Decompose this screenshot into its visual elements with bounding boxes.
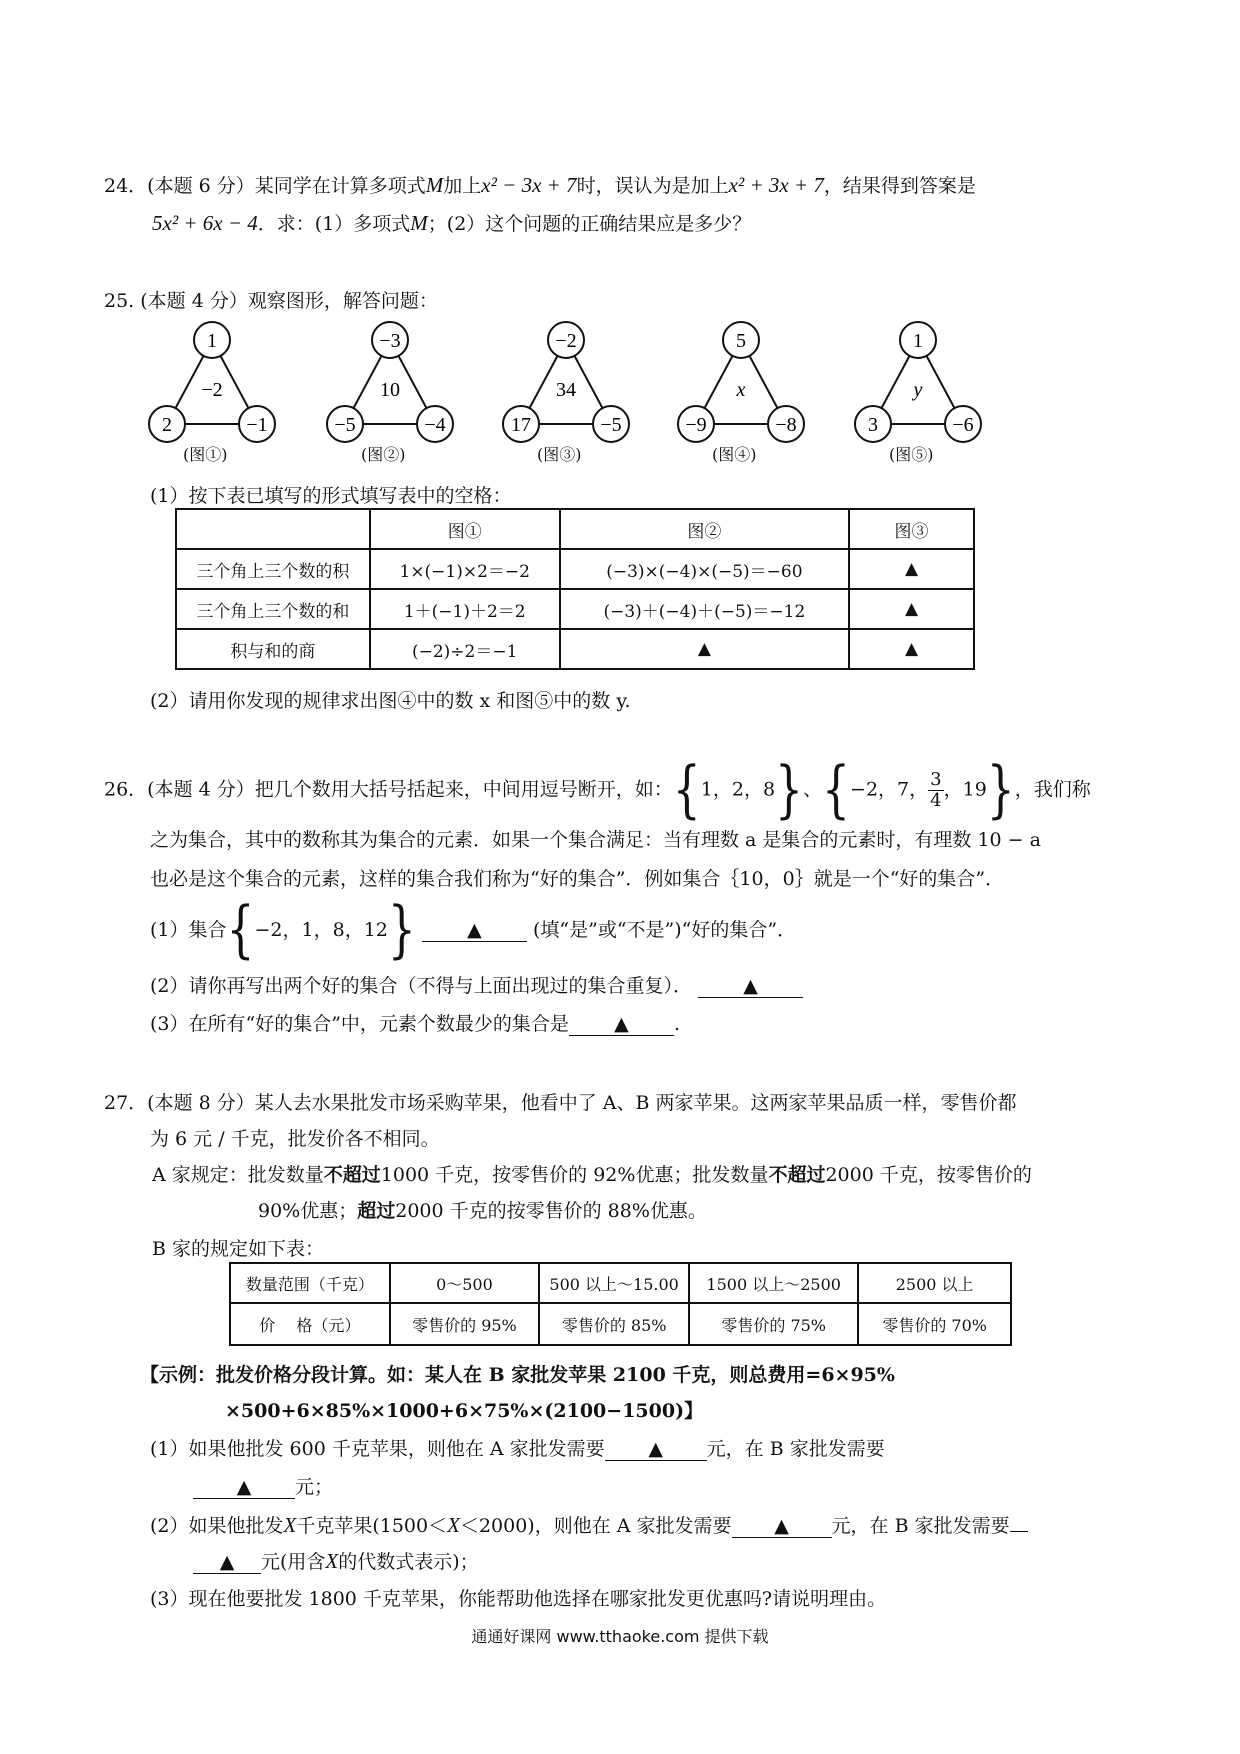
table-cell: 1×(−1)×2＝−2 (370, 549, 560, 589)
q26-text: (填“是”或“不是”)“好的集合”． (532, 919, 797, 941)
right-brace: } (986, 754, 1015, 826)
q26-text: (2）请你再写出两个好的集合（不得与上面出现过的集合重复）． (150, 975, 693, 997)
right-number: −5 (600, 414, 622, 436)
figure-caption: (图②) (361, 445, 406, 464)
triangle-svg (499, 318, 639, 448)
q27-part3: (3）现在他要批发 1800 千克苹果，你能帮助他选择在哪家批发更优惠吗?请说明理由。 (150, 1588, 887, 1610)
right-brace: } (387, 894, 416, 966)
q26-sub2 (150, 973, 803, 999)
q27-text: (1）如果他批发 600 千克苹果，则他在 A 家批发需要 (150, 1438, 605, 1460)
emphasis: 不超过 (323, 1164, 381, 1186)
q26-text: (3）在所有“好的集合”中，元素个数最少的集合是 (150, 1013, 569, 1035)
q27-text: 2000 千克，按零售价的 (825, 1164, 1032, 1186)
table-cell: ▲ (560, 629, 849, 669)
triangle-svg (851, 318, 991, 448)
variable-x: X (447, 1513, 460, 1537)
left-number: −9 (685, 414, 707, 436)
center-number: x (736, 379, 746, 401)
q27-example-1: 【示例：批发价格分段计算。如：某人在 B 家批发苹果 2100 千克，则总费用=6×95% (140, 1364, 895, 1386)
top-number: −3 (379, 330, 401, 352)
q27-table (229, 1262, 1012, 1346)
set-1: 1，2，8 (700, 778, 776, 801)
q25-title: 25. (本题 4 分）观察图形，解答问题： (104, 290, 438, 312)
table-cell: 数量范围（千克） (230, 1263, 390, 1303)
top-number: 1 (207, 330, 217, 352)
q27-line2: 为 6 元 / 千克，批发价各不相同。 (150, 1128, 440, 1150)
q24-line1 (104, 172, 976, 199)
q27-text: 千克苹果(1500＜ (296, 1515, 448, 1537)
q27-text: 90%优惠； (258, 1200, 358, 1222)
figure-caption: (图①) (183, 445, 228, 464)
q26-line2: 之为集合，其中的数称其为集合的元素．如果一个集合满足：当有理数 a 是集合的元素时，有理数 10 − a (150, 829, 1041, 851)
expr-3: 5x² + 6x − 4 (152, 211, 258, 235)
table-cell: 1＋(−1)＋2＝2 (370, 589, 560, 629)
answer-blank: ▲ (422, 919, 527, 942)
q27-part1-line2 (193, 1474, 333, 1500)
q25-sub2: (2）请用你发现的规律求出图④中的数 x 和图⑤中的数 y. (150, 690, 631, 712)
table-cell: ▲ (849, 629, 974, 669)
set-2-part: −2，7， (850, 778, 929, 801)
table-header: 图③ (849, 509, 974, 549)
triangle-svg (145, 318, 285, 448)
answer-blank: ▲ (605, 1438, 707, 1461)
table-cell: ▲ (849, 549, 974, 589)
set-3: −2，1，8，12 (254, 919, 388, 941)
answer-blank: ▲ (193, 1551, 261, 1574)
q27-text: 2000 千克的按零售价的 88%优惠。 (395, 1200, 707, 1222)
table-cell: (−3)＋(−4)＋(−5)＝−12 (560, 589, 849, 629)
table-cell: 零售价的 95% (390, 1303, 540, 1345)
q27-part2-line2 (193, 1548, 479, 1575)
q25-sub1: (1）按下表已填写的形式填写表中的空格： (150, 485, 512, 507)
q27-a-rule-1 (152, 1162, 1032, 1188)
q26-text: ，我们称 (1014, 778, 1091, 801)
q24-text: ，结果得到答案是 (823, 175, 976, 197)
q24-text: 24．(本题 6 分）某同学在计算多项式 (104, 175, 426, 197)
figure-caption: (图④) (712, 445, 757, 464)
table-cell: 500 以上～15.00 (539, 1263, 689, 1303)
right-number: −8 (775, 414, 797, 436)
center-number: 34 (556, 379, 576, 401)
set-2-part: ，19 (943, 778, 987, 801)
separator: 、 (803, 778, 823, 801)
q24-text: 加上 (443, 175, 482, 197)
q26-line3: 也必是这个集合的元素，这样的集合我们称为“好的集合”．例如集合｛10，0｝就是一个“好的集合”． (150, 868, 1005, 890)
figure-caption: (图⑤) (889, 445, 934, 464)
table-cell: (−3)×(−4)×(−5)＝−60 (560, 549, 849, 589)
q27-text: 元，在 B 家批发需要 (831, 1515, 1010, 1537)
q26-text: 26．(本题 4 分）把几个数用大括号括起来，中间用逗号断开，如： (104, 778, 673, 801)
q26-text: (1）集合 (150, 919, 227, 941)
polynomial-m: M (425, 173, 444, 197)
table-cell: 零售价的 70% (858, 1303, 1011, 1345)
table-cell: 价 格（元） (230, 1303, 390, 1345)
top-number: 1 (913, 330, 923, 352)
q24-line2 (152, 210, 751, 237)
table-cell: 零售价的 85% (539, 1303, 689, 1345)
q27-text: 的代数式表示)； (338, 1551, 479, 1573)
fraction (928, 770, 943, 811)
q27-text: 元，在 B 家批发需要 (706, 1438, 885, 1460)
variable-x: X (325, 1549, 339, 1573)
triangle-figure (323, 318, 463, 464)
triangle-figure (851, 318, 991, 464)
q26-text: . (673, 1013, 680, 1035)
fraction-denominator: 4 (930, 790, 942, 811)
center-number: y (913, 379, 923, 401)
expr-1: x² − 3x + 7 (481, 173, 577, 197)
q26-line1 (104, 754, 1091, 826)
q27-text: 元； (295, 1476, 334, 1498)
table-cell: 零售价的 75% (689, 1303, 858, 1345)
answer-blank-start (1010, 1531, 1028, 1532)
table-cell: 1500 以上～2500 (689, 1263, 858, 1303)
center-number: −2 (201, 379, 223, 401)
q27-text: 1000 千克，按零售价的 92%优惠；批发数量 (380, 1164, 769, 1186)
q27-text: 元(用含 (261, 1551, 326, 1573)
right-number: −1 (246, 414, 268, 436)
table-header: 图① (370, 509, 560, 549)
table-header: 图② (560, 509, 849, 549)
q24-text: 时，误认为是加上 (576, 175, 729, 197)
table-cell: 0～500 (390, 1263, 540, 1303)
triangle-figure (145, 318, 285, 464)
q25-table (175, 508, 975, 670)
q27-text: ＜2000)，则他在 A 家批发需要 (459, 1515, 732, 1537)
triangle-svg (323, 318, 463, 448)
emphasis: 超过 (357, 1200, 396, 1222)
left-number: 2 (162, 414, 172, 436)
q24-text: ；(2）这个问题的正确结果应是多少？ (427, 213, 752, 235)
answer-blank: ▲ (698, 975, 803, 998)
fraction-numerator: 3 (930, 769, 942, 790)
q27-part2-line1 (150, 1512, 1028, 1539)
triangle-figure (499, 318, 639, 464)
q24-text: ．求：(1）多项式 (257, 213, 411, 235)
triangle-svg (674, 318, 814, 448)
answer-blank: ▲ (732, 1515, 832, 1538)
left-number: 3 (868, 414, 878, 436)
left-brace: { (226, 894, 255, 966)
table-cell: (−2)÷2＝−1 (370, 629, 560, 669)
top-number: −2 (555, 330, 577, 352)
q27-part1-line1 (150, 1436, 885, 1462)
q26-sub3 (150, 1011, 680, 1037)
table-cell: 2500 以上 (858, 1263, 1011, 1303)
table-header-blank (176, 509, 370, 549)
triangle-figure (674, 318, 814, 464)
polynomial-m: M (410, 211, 428, 235)
answer-blank: ▲ (569, 1013, 674, 1036)
center-number: 10 (380, 379, 400, 401)
q27-text: (2）如果他批发 (150, 1515, 284, 1537)
q26-sub1 (150, 894, 797, 966)
left-number: −5 (334, 414, 356, 436)
emphasis: 不超过 (768, 1164, 826, 1186)
q27-a-rule-2 (258, 1198, 707, 1224)
q27-b-rule: B 家的规定如下表： (152, 1238, 325, 1260)
q27-text: A 家规定：批发数量 (152, 1164, 324, 1186)
table-cell: 三个角上三个数的和 (176, 589, 370, 629)
right-number: −6 (952, 414, 974, 436)
table-cell: 三个角上三个数的积 (176, 549, 370, 589)
right-number: −4 (424, 414, 446, 436)
right-brace: } (775, 754, 804, 826)
variable-x: X (283, 1513, 297, 1537)
footer: 通通好课网 www.tthaoke.com 提供下载 (471, 1627, 769, 1646)
left-number: 17 (511, 414, 531, 436)
top-number: 5 (736, 330, 746, 352)
q27-example-2: ×500+6×85%×1000+6×75%×(2100−1500)】 (225, 1400, 704, 1422)
q27-line1: 27．(本题 8 分）某人去水果批发市场采购苹果，他看中了 A、B 两家苹果。这两家苹果品质一样，零售价都 (104, 1092, 1017, 1114)
figure-caption: (图③) (537, 445, 582, 464)
answer-blank: ▲ (193, 1476, 295, 1499)
table-cell: ▲ (849, 589, 974, 629)
expr-2: x² + 3x + 7 (728, 173, 824, 197)
left-brace: { (672, 754, 701, 826)
left-brace: { (822, 754, 851, 826)
table-cell: 积与和的商 (176, 629, 370, 669)
